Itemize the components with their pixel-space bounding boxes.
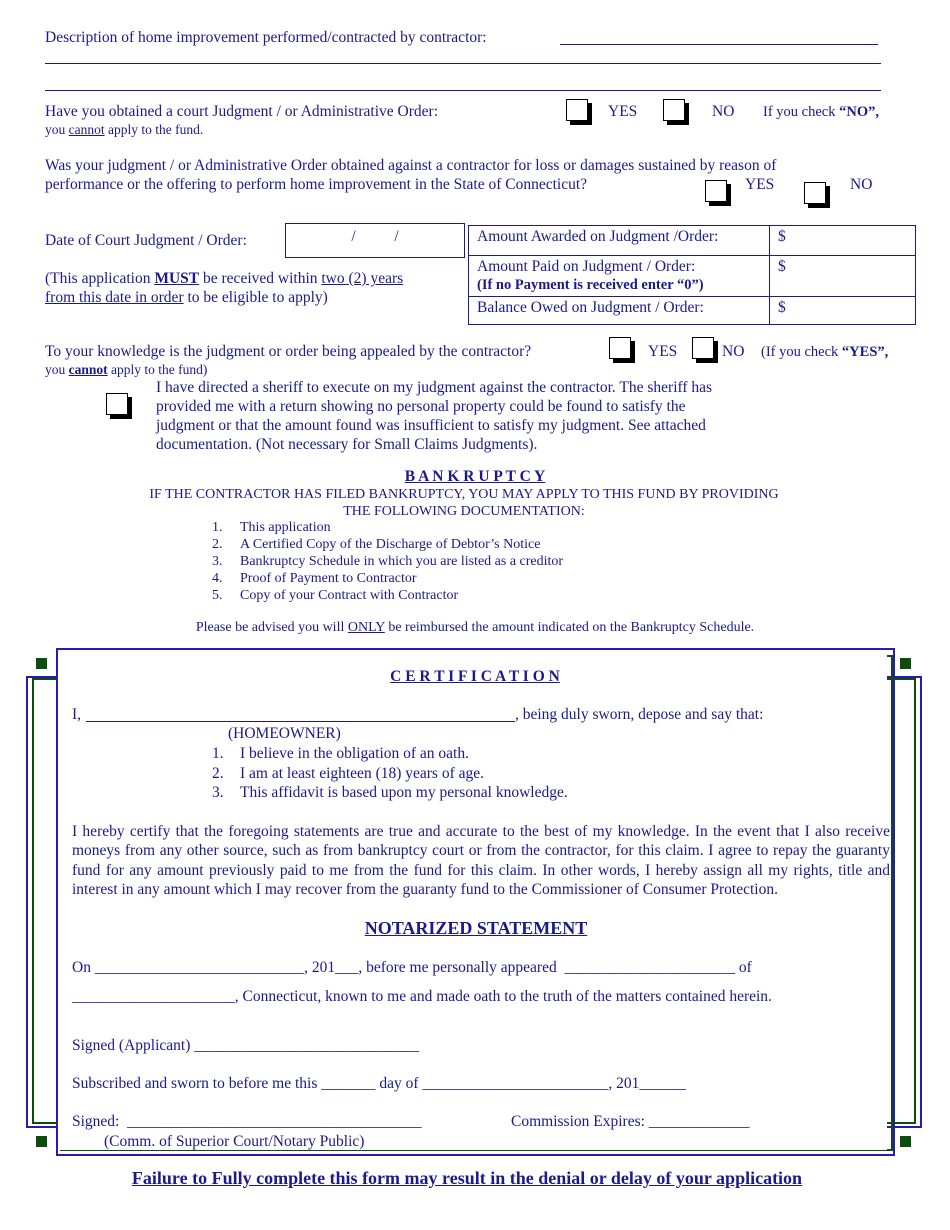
judgment-question: Have you obtained a court Judgment / or Administrative Order: <box>45 103 439 120</box>
notary-connecticut-line[interactable]: _____________________, Connecticut, known to me and made oath to the truth of the matters contained herein. <box>72 988 772 1005</box>
notary-on-line[interactable]: On ___________________________, 201___, before me personally appeared ______________________ of <box>72 959 752 976</box>
award-amounts-table <box>468 225 916 325</box>
certification-oath-list <box>212 744 568 803</box>
bankruptcy-document-list <box>212 519 563 604</box>
sheriff-checkbox[interactable] <box>106 393 128 415</box>
incomplete-form-warning: Failure to Fully complete this form may result in the denial or delay of your application <box>131 1168 803 1188</box>
judgment-cannot-note: you cannot apply to the fund. <box>45 122 204 137</box>
obtained-question-line-1: Was your judgment / or Administrative Order obtained against a contractor for loss or damages sustained by reason of <box>45 157 777 174</box>
appeal-cannot-note: you cannot apply to the fund) <box>45 362 208 377</box>
appeal-yes-checkbox[interactable] <box>609 337 631 359</box>
ct-yes-checkbox[interactable] <box>705 180 727 202</box>
table-row <box>469 226 916 256</box>
date-slashes: / / <box>351 228 399 245</box>
certification-i-prefix: I, <box>72 706 82 723</box>
judgment-date-label: Date of Court Judgment / Order: <box>45 232 247 249</box>
appeal-no-label: NO <box>722 343 745 360</box>
appeal-question: To your knowledge is the judgment or order being appealed by the contractor? <box>45 343 532 360</box>
signed-applicant-line[interactable]: Signed (Applicant) _____________________________ <box>72 1037 420 1054</box>
must-receive-note: (This application MUST be received within two (2) years from this date in order to be eligible to apply) <box>45 270 404 306</box>
table-row <box>469 297 916 325</box>
bankruptcy-subheading: IF THE CONTRACTOR HAS FILED BANKRUPTCY, YOU MAY APPLY TO THIS FUND BY PROVIDING THE FOLLOWING DOCUMENTATION: <box>149 487 779 519</box>
paid-value-field[interactable]: $ <box>770 256 916 297</box>
appeal-no-checkbox[interactable] <box>692 337 714 359</box>
list-item: 2. A Certified Copy of the Discharge of Debtor’s Notice <box>212 537 541 552</box>
judgment-yes-checkbox[interactable] <box>566 99 588 121</box>
homeowner-name-line[interactable] <box>86 721 515 722</box>
certification-paragraph: I hereby certify that the foregoing statements are true and accurate to the best of my knowledge. In the event that I also receive moneys from any other source, such as from bankruptcy court or from the contractor, for this claim. I agree to repay the guaranty fund for any amount previously paid to me from the fund for this claim. In other words, I hereby assign all my rights, title and interest in any amount which I may recover from the guaranty fund to the Commissioner of Consumer Protection. <box>72 823 890 898</box>
judgment-no-checkbox[interactable] <box>663 99 685 121</box>
ct-yes-label: YES <box>745 176 775 193</box>
balance-value-field[interactable]: $ <box>770 297 916 325</box>
description-field-line-1[interactable] <box>560 44 878 45</box>
table-row <box>469 256 916 297</box>
judgment-date-field[interactable] <box>285 223 465 258</box>
description-field-line-3[interactable] <box>45 90 881 91</box>
list-item: 4. Proof of Payment to Contractor <box>212 571 417 586</box>
list-item: 5. Copy of your Contract with Contractor <box>212 588 459 603</box>
list-item: 1. This application <box>212 520 331 535</box>
notary-signed-line[interactable]: Signed: ______________________________________ <box>72 1113 422 1130</box>
ct-no-label: NO <box>850 176 873 193</box>
appeal-yes-label: YES <box>648 343 678 360</box>
paid-label: Amount Paid on Judgment / Order: (If no Payment is received enter “0”) <box>469 256 770 297</box>
corner-ornament <box>36 1136 47 1147</box>
bankruptcy-advisory: Please be advised you will ONLY be reimbursed the amount indicated on the Bankruptcy Schedule. <box>195 620 755 635</box>
list-item: 2. I am at least eighteen (18) years of age. <box>212 764 485 782</box>
homeowner-caption: (HOMEOWNER) <box>228 725 341 742</box>
description-field-line-2[interactable] <box>45 63 881 64</box>
appeal-yes-note: (If you check “YES”, <box>761 344 889 360</box>
judgment-no-label: NO <box>712 103 735 120</box>
description-label: Description of home improvement performed/contracted by contractor: <box>45 29 487 46</box>
ct-no-checkbox[interactable] <box>804 182 826 204</box>
corner-ornament <box>900 1136 911 1147</box>
notarized-heading: NOTARIZED STATEMENT <box>364 918 588 938</box>
certification-sworn-text: , being duly sworn, depose and say that: <box>515 706 764 723</box>
obtained-question-line-2: performance or the offering to perform home improvement in the State of Connecticut? <box>45 176 588 193</box>
bankruptcy-heading: B A N K R U P T C Y <box>404 468 546 485</box>
list-item: 1. I believe in the obligation of an oath. <box>212 745 469 762</box>
subscribed-sworn-line[interactable]: Subscribed and sworn to before me this _______ day of ________________________, 201______ <box>72 1075 686 1092</box>
judgment-yes-label: YES <box>608 103 638 120</box>
award-label: Amount Awarded on Judgment /Order: <box>469 226 770 256</box>
balance-label: Balance Owed on Judgment / Order: <box>469 297 770 325</box>
judgment-no-note: If you check “NO”, <box>763 104 879 120</box>
commission-expires-line[interactable]: Commission Expires: _____________ <box>511 1113 750 1130</box>
certification-heading: C E R T I F I C A T I O N <box>390 668 560 685</box>
list-item: 3. Bankruptcy Schedule in which you are listed as a creditor <box>212 554 564 569</box>
list-item: 3. This affidavit is based upon my personal knowledge. <box>212 784 568 801</box>
notary-caption: (Comm. of Superior Court/Notary Public) <box>104 1133 365 1150</box>
award-value-field[interactable]: $ <box>770 226 916 256</box>
sheriff-statement: I have directed a sheriff to execute on my judgment against the contractor. The sheriff has provided me with a return showing no personal property could be found to satisfy the judgment or that the amount found was insufficient to satisfy my judgment. See attached documentation. (Not necessary for Small Claims Judgments). <box>156 379 713 453</box>
